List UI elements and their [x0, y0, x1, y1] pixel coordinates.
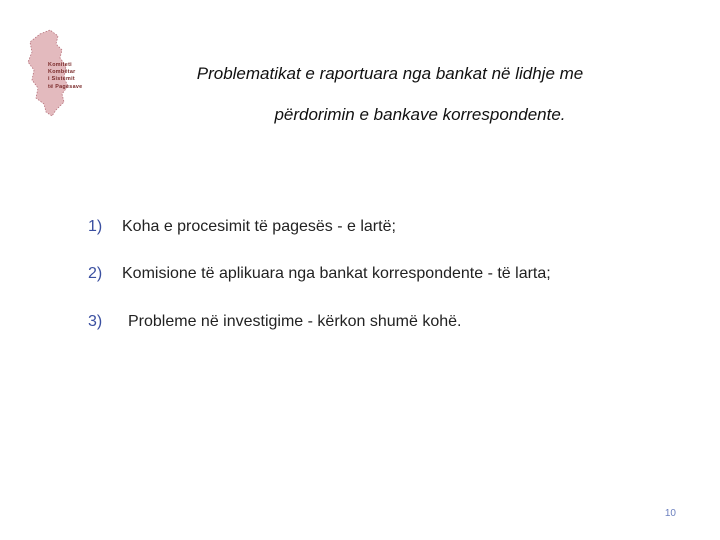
slide-title-line-1: Problematikat e raportuara nga bankat në lidhje me	[196, 64, 584, 83]
logo-line: Kombëtar	[48, 69, 76, 76]
list-item	[88, 218, 396, 236]
list-item-text: Koha e procesimit të pagesës - e lartë;	[122, 218, 396, 235]
slide-title-line-2: përdorimin e bankave korrespondente.	[274, 105, 566, 124]
logo-line: i Sistemit	[48, 76, 75, 83]
logo-wordmark	[48, 62, 100, 91]
list-item-number: 1)	[88, 218, 103, 235]
list-item	[88, 313, 462, 331]
list-item-number: 2)	[88, 265, 103, 282]
list-item-text: Komisione të aplikuara nga bankat korrespondente - të larta;	[122, 265, 551, 282]
page-number: 10	[664, 508, 676, 519]
logo-line: të Pagesave	[48, 83, 83, 90]
list-item	[88, 265, 551, 283]
organization-logo	[22, 28, 98, 118]
list-item-number: 3)	[88, 313, 103, 330]
logo-line: Komiteti	[48, 62, 72, 68]
list-item-text: Probleme në investigime - kërkon shumë kohë.	[128, 313, 462, 330]
